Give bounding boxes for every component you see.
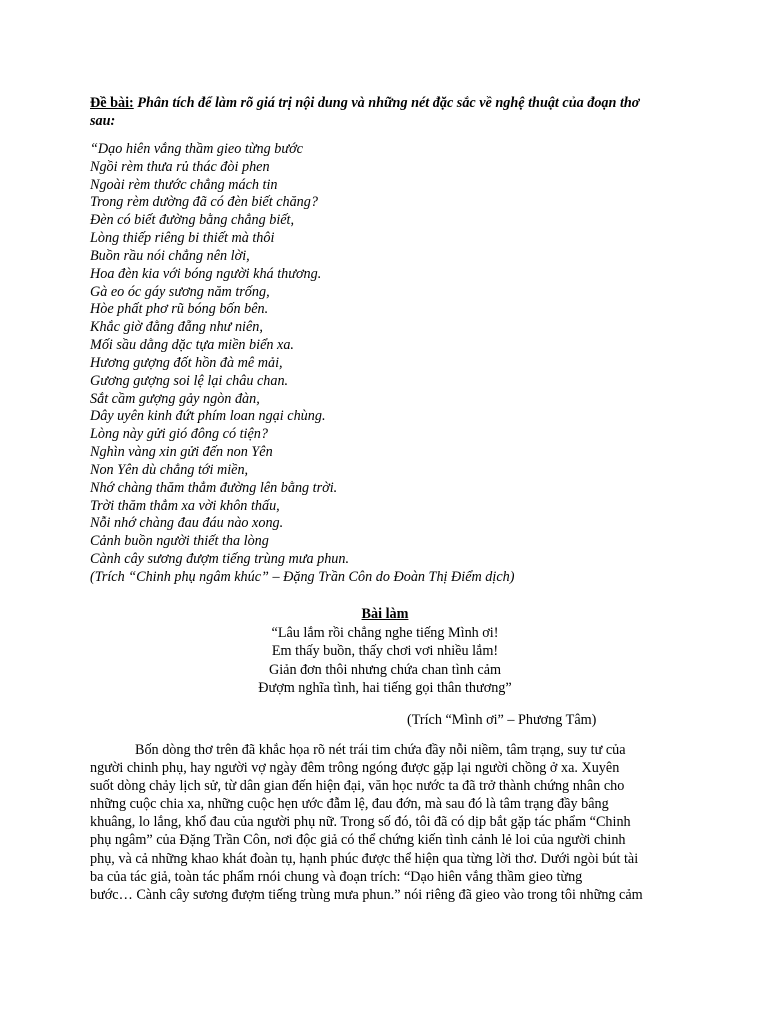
poem-line: Hòe phất phơ rũ bóng bốn bên. <box>90 301 269 318</box>
epigraph-line: Em thấy buồn, thấy chơi vơi nhiều lắm! <box>271 643 499 660</box>
assignment-text-cont: sau: <box>90 113 116 129</box>
paragraph-line: những cuộc chia xa, những cuộc hẹn ước đẫm lệ, đau đớn, mà sau đó là tâm trạng đầy bâng <box>90 796 609 813</box>
assignment-text: Phân tích để làm rõ giá trị nội dung và những nét đặc sắc về nghệ thuật của đoạn thơ <box>133 95 640 111</box>
poem-line: Hoa đèn kia với bóng người khá thương. <box>90 265 322 282</box>
paragraph-line: bước… Cành cây sương đượm tiếng trùng mưa phun.” nói riêng đã gieo vào trong tôi những cảm <box>90 886 643 903</box>
poem-line: Dây uyên kinh đứt phím loan ngại chùng. <box>90 408 326 425</box>
essay-epigraph <box>90 624 680 697</box>
poem-line: Trong rèm dường đã có đèn biết chăng? <box>90 194 318 211</box>
essay-paragraph <box>90 741 680 904</box>
poem-line: Đèn có biết đường bằng chẳng biết, <box>90 212 295 229</box>
poem-excerpt <box>90 141 680 587</box>
epigraph-line: Đượm nghĩa tình, hai tiếng gọi thân thương” <box>258 679 512 696</box>
assignment-label: Đề bài: <box>90 95 134 111</box>
poem-line: Mối sầu dằng dặc tựa miền biển xa. <box>90 337 294 354</box>
poem-line: Buồn rầu nói chẳng nên lời, <box>90 247 250 264</box>
poem-line: Hương gượng đốt hồn đà mê mải, <box>90 354 283 371</box>
paragraph-line: khuâng, lo lắng, khổ đau của người phụ nữ. Trong số đó, tôi đã có dịp bắt gặp tác phẩm “Chinh <box>90 814 631 831</box>
poem-line: Nhớ chàng thăm thẳm đường lên bằng trời. <box>90 479 338 496</box>
poem-line: Khắc giờ đằng đẵng như niên, <box>90 319 263 336</box>
poem-source: (Trích “Chinh phụ ngâm khúc” – Đặng Trần Côn do Đoàn Thị Điểm dịch) <box>90 568 515 585</box>
epigraph-line: Giản đơn thôi nhưng chứa chan tình cảm <box>268 661 502 678</box>
poem-line: Lòng này gửi gió đông có tiện? <box>90 426 268 443</box>
paragraph-line: suốt dòng chảy lịch sử, từ dân gian đến hiện đại, văn học nước ta đã trở thành chứng nhân cho <box>90 778 625 795</box>
poem-line: Nghìn vàng xin gửi đến non Yên <box>90 444 273 461</box>
assignment-heading <box>90 94 680 130</box>
paragraph-line: phụ, và cả những khao khát đoàn tụ, hạnh phúc được thể hiện qua từng lời thơ. Dưới ngòi bút tài <box>90 850 639 867</box>
poem-line: Cành cây sương đượm tiếng trùng mưa phun. <box>90 551 350 568</box>
poem-line: Trời thăm thẳm xa vời khôn thấu, <box>90 497 280 514</box>
paragraph-line: ba của tác giả, toàn tác phẩm rnói chung và đoạn trích: “Dạo hiên vắng thầm gieo từng <box>90 868 583 885</box>
paragraph-line: người chinh phụ, hay người vợ ngày đêm trông ngóng được gặp lại người chồng ở xa. Xuyên <box>90 760 620 777</box>
paragraph-line: Bốn dòng thơ trên đã khắc họa rõ nét trái tim chứa đầy nỗi niềm, tâm trạng, suy tư của <box>135 742 626 758</box>
poem-line: Ngồi rèm thưa rủ thác đòi phen <box>90 158 270 175</box>
essay-title: Bài làm <box>361 606 409 622</box>
epigraph-line: “Lâu lắm rồi chẳng nghe tiếng Mình ơi! <box>271 625 499 641</box>
poem-line: “Dạo hiên vắng thầm gieo từng bước <box>90 141 303 157</box>
paragraph-line: phụ ngâm” của Đặng Trần Côn, nơi độc giả có thể chứng kiến tình cảnh lẻ loi của người chinh <box>90 832 626 849</box>
epigraph-source: (Trích “Mình ơi” – Phương Tâm) <box>407 712 597 728</box>
poem-line: Cảnh buồn người thiết tha lòng <box>90 533 269 550</box>
poem-line: Lòng thiếp riêng bi thiết mà thôi <box>90 230 275 247</box>
poem-line: Ngoài rèm thước chẳng mách tin <box>90 176 278 193</box>
poem-line: Non Yên dù chẳng tới miền, <box>90 461 249 478</box>
poem-line: Nỗi nhớ chàng đau đáu nào xong. <box>90 515 284 532</box>
poem-line: Gương gượng soi lệ lại châu chan. <box>90 372 289 389</box>
poem-line: Gà eo óc gáy sương năm trống, <box>90 283 270 300</box>
poem-line: Sắt cầm gượng gảy ngòn đàn, <box>90 390 260 407</box>
